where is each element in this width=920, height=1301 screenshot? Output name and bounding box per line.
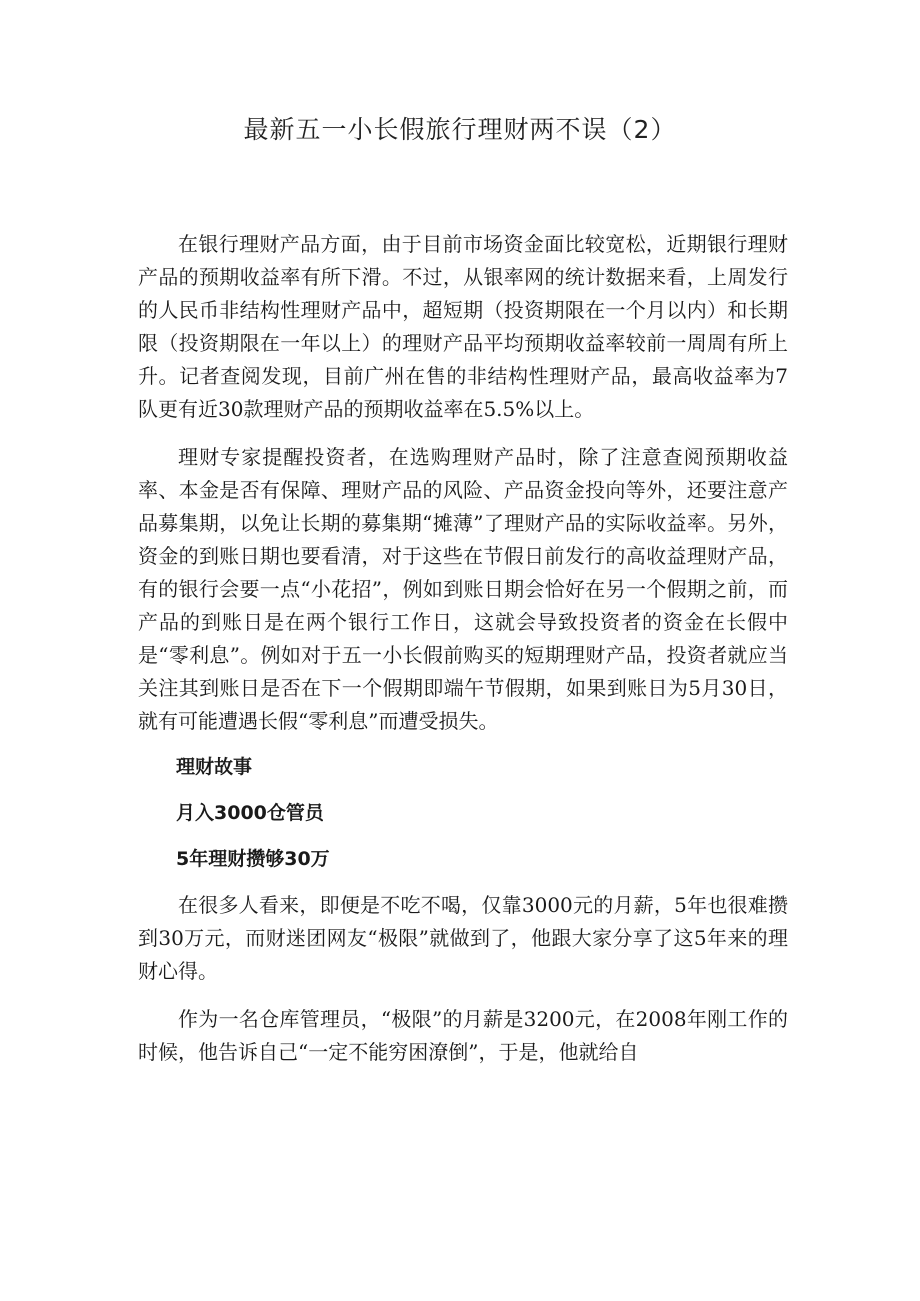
heading-finance-story: 理财故事 <box>176 756 253 778</box>
heading-five-year-savings: 5年理财攒够30万 <box>176 848 330 870</box>
document-body <box>138 228 788 1069</box>
paragraph-savings-intro: 在很多人看来，即便是不吃不喝，仅靠3000元的月薪，5年也很难攒到30万元，而财迷团网友“极限”就做到了，他跟大家分享了这5年来的理财心得。 <box>138 893 788 983</box>
heading-warehouse-keeper: 月入3000仓管员 <box>176 802 324 824</box>
paragraph-expert-advice: 理财专家提醒投资者，在选购理财产品时，除了注意查阅预期收益率、本金是否有保障、理财产品的风险、产品资金投向等外，还要注意产品募集期，以免让长期的募集期“摊薄”了理财产品的实际收益率。另外，资金的到账日期也要看清，对于这些在节假日前发行的高收益理财产品，有的银行会要一点“小花招”，例如到账日期会恰好在另一个假期之前，而产品的到账日是在两个银行工作日，这就会导致投资者的资金在长假中是“零利息”。例如对于五一小长假前购买的短期理财产品，投资者就应当关注其到账日是否在下一个假期即端午节假期，如果到账日为5月30日，就有可能遭遇长假“零利息”而遭受损失。 <box>138 445 788 733</box>
paragraph-warehouse-manager: 作为一名仓库管理员，“极限”的月薪是3200元，在2008年刚工作的时候，他告诉自己“一定不能穷困潦倒”，于是，他就给自 <box>138 1007 788 1064</box>
document-title: 最新五一小长假旅行理财两不误（2） <box>243 115 677 144</box>
paragraph-bank-products: 在银行理财产品方面，由于目前市场资金面比较宽松，近期银行理财产品的预期收益率有所下滑。不过，从银率网的统计数据来看，上周发行的人民币非结构性理财产品中，超短期（投资期限在一个月以内）和长期限（投资期限在一年以上）的理财产品平均预期收益率较前一周周有所上升。记者查阅发现，目前广州在售的非结构性理财产品，最高收益率为7队更有近30款理财产品的预期收益率在5.5%以上。 <box>138 232 788 421</box>
